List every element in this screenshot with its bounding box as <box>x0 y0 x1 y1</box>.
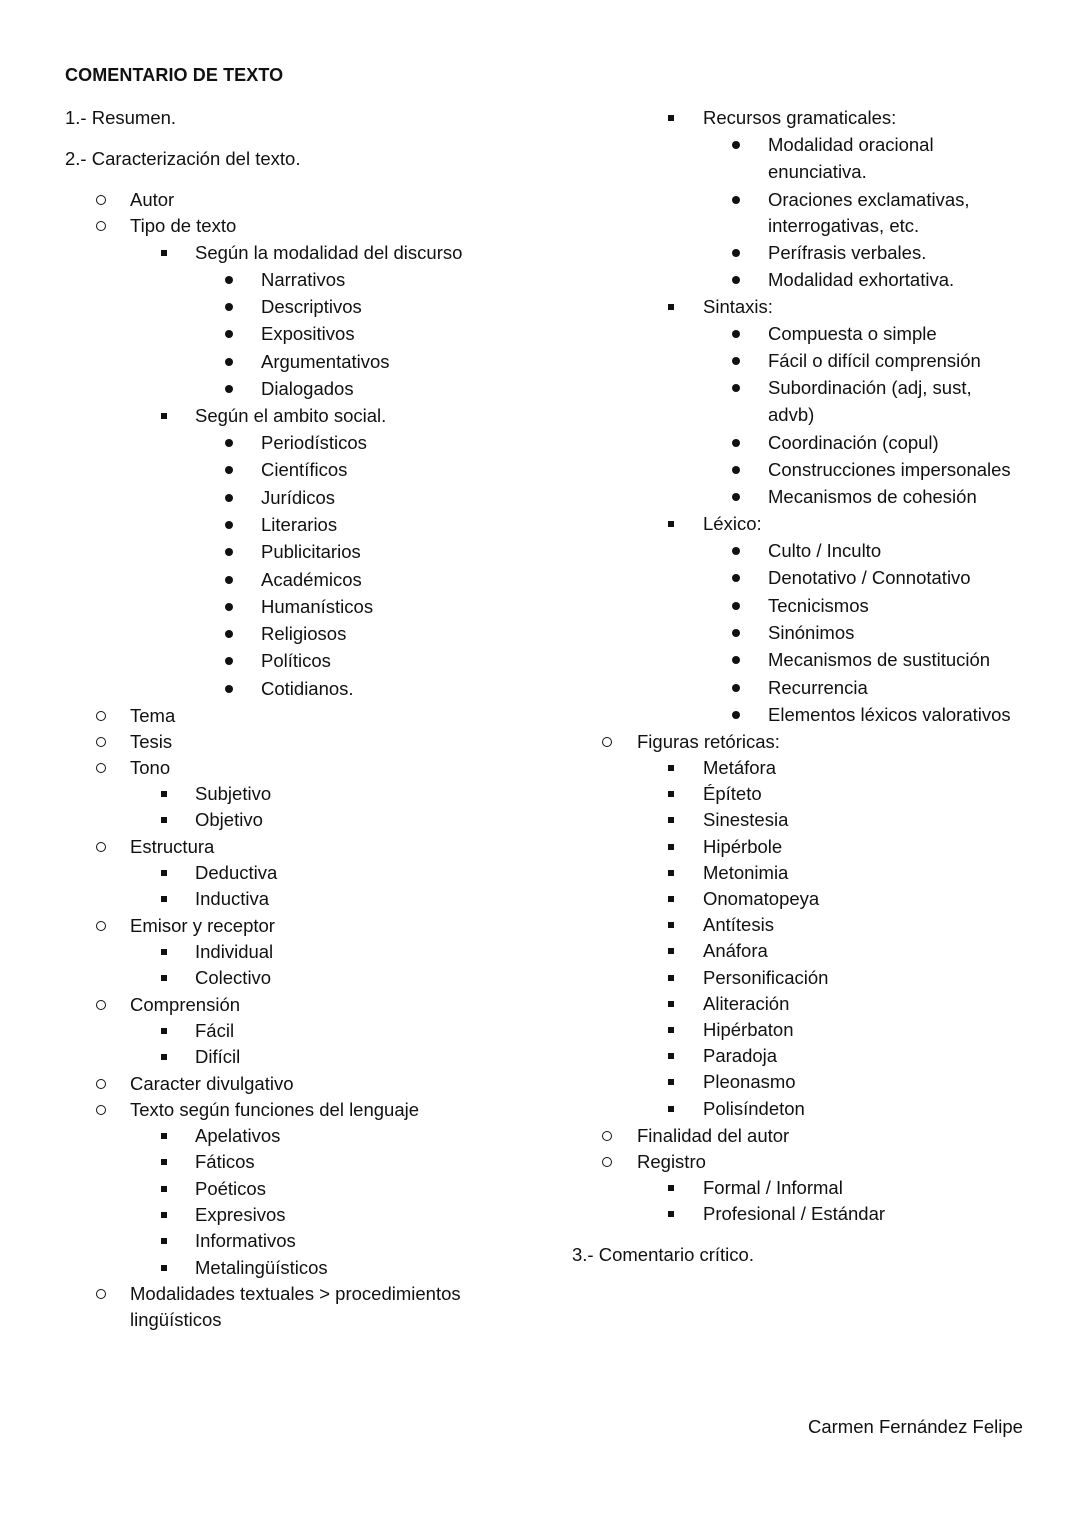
list-item: Oraciones exclamativas, <box>768 189 970 210</box>
list-item: Aliteración <box>703 992 790 1014</box>
square-marker-icon <box>668 817 674 823</box>
list-item: Texto según funciones del lenguaje <box>130 1099 420 1120</box>
circle-marker-icon <box>96 763 106 773</box>
square-marker-icon <box>161 413 167 419</box>
bullet-marker-icon <box>225 385 233 393</box>
bullet-marker-icon <box>732 629 740 637</box>
list-item: Tecnicismos <box>768 594 869 616</box>
list-item: Caracter divulgativo <box>130 1073 294 1094</box>
list-item: Tesis <box>130 731 173 752</box>
bullet-marker-icon <box>732 656 740 664</box>
list-item: Recurrencia <box>768 676 868 698</box>
circle-marker-icon <box>96 737 106 747</box>
square-marker-icon <box>668 870 674 876</box>
bullet-marker-icon <box>225 494 233 502</box>
bullet-marker-icon <box>732 357 740 365</box>
bullet-marker-icon <box>225 576 233 584</box>
circle-marker-icon <box>96 842 106 852</box>
list-item: Figuras retóricas: <box>637 731 780 752</box>
bullet-marker-icon <box>732 330 740 338</box>
square-marker-icon <box>161 1212 167 1218</box>
bullet-marker-icon <box>732 141 740 149</box>
circle-marker-icon <box>96 1079 106 1089</box>
list-item: Sinestesia <box>703 809 789 831</box>
square-marker-icon <box>668 1001 674 1007</box>
list-item: Finalidad del autor <box>637 1125 790 1146</box>
square-marker-icon <box>668 1027 674 1033</box>
list-item: Fáticos <box>195 1151 255 1173</box>
circle-marker-icon <box>96 1000 106 1010</box>
square-marker-icon <box>668 1079 674 1085</box>
bullet-marker-icon <box>732 547 740 555</box>
list-item: Expresivos <box>195 1203 286 1225</box>
square-marker-icon <box>668 521 674 527</box>
list-item: Paradoja <box>703 1045 778 1067</box>
list-item-continuation: advb) <box>768 404 815 425</box>
list-item: Deductiva <box>195 862 278 883</box>
list-item: Onomatopeya <box>703 888 820 909</box>
list-item: Elementos léxicos valorativos <box>768 703 1011 725</box>
bullet-marker-icon <box>225 358 233 366</box>
list-item: Tipo de texto <box>130 215 237 236</box>
list-item: Humanísticos <box>261 595 374 617</box>
square-marker-icon <box>668 1053 674 1059</box>
bullet-marker-icon <box>225 685 233 693</box>
list-item: Perífrasis verbales. <box>768 242 927 263</box>
bullet-marker-icon <box>732 384 740 392</box>
square-marker-icon <box>668 765 674 771</box>
list-item: Metáfora <box>703 757 777 778</box>
square-marker-icon <box>161 817 167 823</box>
square-marker-icon <box>161 975 167 981</box>
square-marker-icon <box>668 304 674 310</box>
list-item: Profesional / Estándar <box>703 1203 886 1224</box>
bullet-marker-icon <box>225 276 233 284</box>
circle-marker-icon <box>96 1289 106 1299</box>
list-item: Inductiva <box>195 888 270 909</box>
section-resumen: 1.- Resumen. <box>65 107 177 128</box>
list-item: Periodísticos <box>261 432 367 453</box>
square-marker-icon <box>161 250 167 256</box>
list-item: Subordinación (adj, sust, <box>768 377 972 398</box>
square-marker-icon <box>161 1238 167 1244</box>
author-signature: Carmen Fernández Felipe <box>808 1416 1023 1437</box>
bullet-marker-icon <box>732 602 740 610</box>
list-item: Modalidad oracional <box>768 134 934 155</box>
list-item: Cotidianos. <box>261 677 354 699</box>
circle-marker-icon <box>602 737 612 747</box>
list-item: Metalingüísticos <box>195 1256 328 1278</box>
list-item: Metonimia <box>703 861 789 883</box>
list-item: Culto / Inculto <box>768 540 882 561</box>
list-item: Científicos <box>261 459 348 481</box>
document-title: COMENTARIO DE TEXTO <box>65 65 284 85</box>
square-marker-icon <box>668 1211 674 1217</box>
bullet-marker-icon <box>732 249 740 257</box>
list-item: Denotativo / Connotativo <box>768 567 971 589</box>
list-item: Religiosos <box>261 623 347 645</box>
square-marker-icon <box>161 870 167 876</box>
bullet-marker-icon <box>732 276 740 284</box>
bullet-marker-icon <box>225 603 233 611</box>
list-item: Según la modalidad del discurso <box>195 242 463 263</box>
square-marker-icon <box>668 896 674 902</box>
bullet-marker-icon <box>732 439 740 447</box>
list-item: Autor <box>130 189 175 210</box>
square-marker-icon <box>668 791 674 797</box>
square-marker-icon <box>161 1133 167 1139</box>
list-item: Construcciones impersonales <box>768 459 1011 480</box>
square-marker-icon <box>668 844 674 850</box>
bullet-marker-icon <box>732 711 740 719</box>
list-item: Difícil <box>195 1046 241 1067</box>
section-caracterizacion: 2.- Caracterización del texto. <box>65 148 301 169</box>
list-item: Publicitarios <box>261 541 361 563</box>
square-marker-icon <box>161 949 167 955</box>
list-item: Anáfora <box>703 940 768 962</box>
square-marker-icon <box>161 1054 167 1060</box>
list-item: Hipérbole <box>703 835 783 857</box>
list-item: Registro <box>637 1151 706 1172</box>
bullet-marker-icon <box>732 574 740 582</box>
list-item: Modalidad exhortativa. <box>768 269 955 290</box>
list-item: Tema <box>130 705 176 726</box>
list-item-continuation: enunciativa. <box>768 161 867 182</box>
list-item: Építeto <box>703 783 762 805</box>
square-marker-icon <box>668 115 674 121</box>
circle-marker-icon <box>96 195 106 205</box>
list-item: Léxico: <box>703 513 762 534</box>
bullet-marker-icon <box>225 439 233 447</box>
list-item: Subjetivo <box>195 783 272 804</box>
list-item: Antítesis <box>703 914 774 936</box>
list-item: Apelativos <box>195 1125 281 1146</box>
list-item: Poéticos <box>195 1177 266 1199</box>
list-item: Narrativos <box>261 269 346 290</box>
bullet-marker-icon <box>732 466 740 474</box>
bullet-marker-icon <box>225 657 233 665</box>
circle-marker-icon <box>96 1105 106 1115</box>
square-marker-icon <box>668 922 674 928</box>
list-item: Descriptivos <box>261 296 362 318</box>
section-comentario: 3.- Comentario crítico. <box>572 1244 754 1265</box>
list-item: Dialogados <box>261 377 354 399</box>
list-item: Jurídicos <box>261 486 336 508</box>
list-item-continuation: lingüísticos <box>130 1309 222 1330</box>
list-item: Personificación <box>703 966 829 988</box>
bullet-marker-icon <box>225 303 233 311</box>
list-item: Mecanismos de cohesión <box>768 486 977 507</box>
circle-marker-icon <box>96 221 106 231</box>
square-marker-icon <box>668 1106 674 1112</box>
list-item: Polisíndeton <box>703 1097 805 1119</box>
square-marker-icon <box>161 1186 167 1192</box>
bullet-marker-icon <box>225 466 233 474</box>
list-item: Tono <box>130 757 171 778</box>
list-item: Modalidades textuales > procedimientos <box>130 1283 461 1304</box>
square-marker-icon <box>161 791 167 797</box>
square-marker-icon <box>161 896 167 902</box>
list-item: Estructura <box>130 836 215 857</box>
list-item: Fácil o difícil comprensión <box>768 350 981 371</box>
square-marker-icon <box>161 1159 167 1165</box>
bullet-marker-icon <box>225 630 233 638</box>
list-item: Informativos <box>195 1230 296 1252</box>
bullet-marker-icon <box>225 548 233 556</box>
list-item: Compuesta o simple <box>768 323 937 344</box>
list-item: Pleonasmo <box>703 1071 796 1093</box>
circle-marker-icon <box>96 921 106 931</box>
list-item: Objetivo <box>195 809 263 830</box>
list-item: Fácil <box>195 1020 235 1041</box>
bullet-marker-icon <box>732 493 740 501</box>
list-item: Sinónimos <box>768 621 855 643</box>
bullet-marker-icon <box>225 330 233 338</box>
list-item: Emisor y receptor <box>130 915 275 936</box>
list-item: Sintaxis: <box>703 296 773 317</box>
list-item: Argumentativos <box>261 350 390 372</box>
square-marker-icon <box>668 975 674 981</box>
circle-marker-icon <box>96 711 106 721</box>
list-item: Formal / Informal <box>703 1177 843 1198</box>
square-marker-icon <box>668 1185 674 1191</box>
list-item: Expositivos <box>261 323 355 345</box>
list-item: Recursos gramaticales: <box>703 107 897 128</box>
list-item: Coordinación (copul) <box>768 432 939 453</box>
square-marker-icon <box>668 948 674 954</box>
bullet-marker-icon <box>225 521 233 529</box>
list-item: Mecanismos de sustitución <box>768 649 991 671</box>
circle-marker-icon <box>602 1131 612 1141</box>
list-item: Hipérbaton <box>703 1019 794 1040</box>
list-item: Políticos <box>261 650 331 672</box>
list-item: Literarios <box>261 513 338 535</box>
bullet-marker-icon <box>732 684 740 692</box>
bullet-marker-icon <box>732 196 740 204</box>
list-item: Según el ambito social. <box>195 405 387 426</box>
list-item: Colectivo <box>195 967 272 988</box>
list-item: Individual <box>195 941 274 962</box>
square-marker-icon <box>161 1265 167 1271</box>
list-item: Académicos <box>261 568 362 590</box>
list-item: Comprensión <box>130 994 241 1015</box>
square-marker-icon <box>161 1028 167 1034</box>
circle-marker-icon <box>602 1157 612 1167</box>
list-item-continuation: interrogativas, etc. <box>768 215 920 236</box>
